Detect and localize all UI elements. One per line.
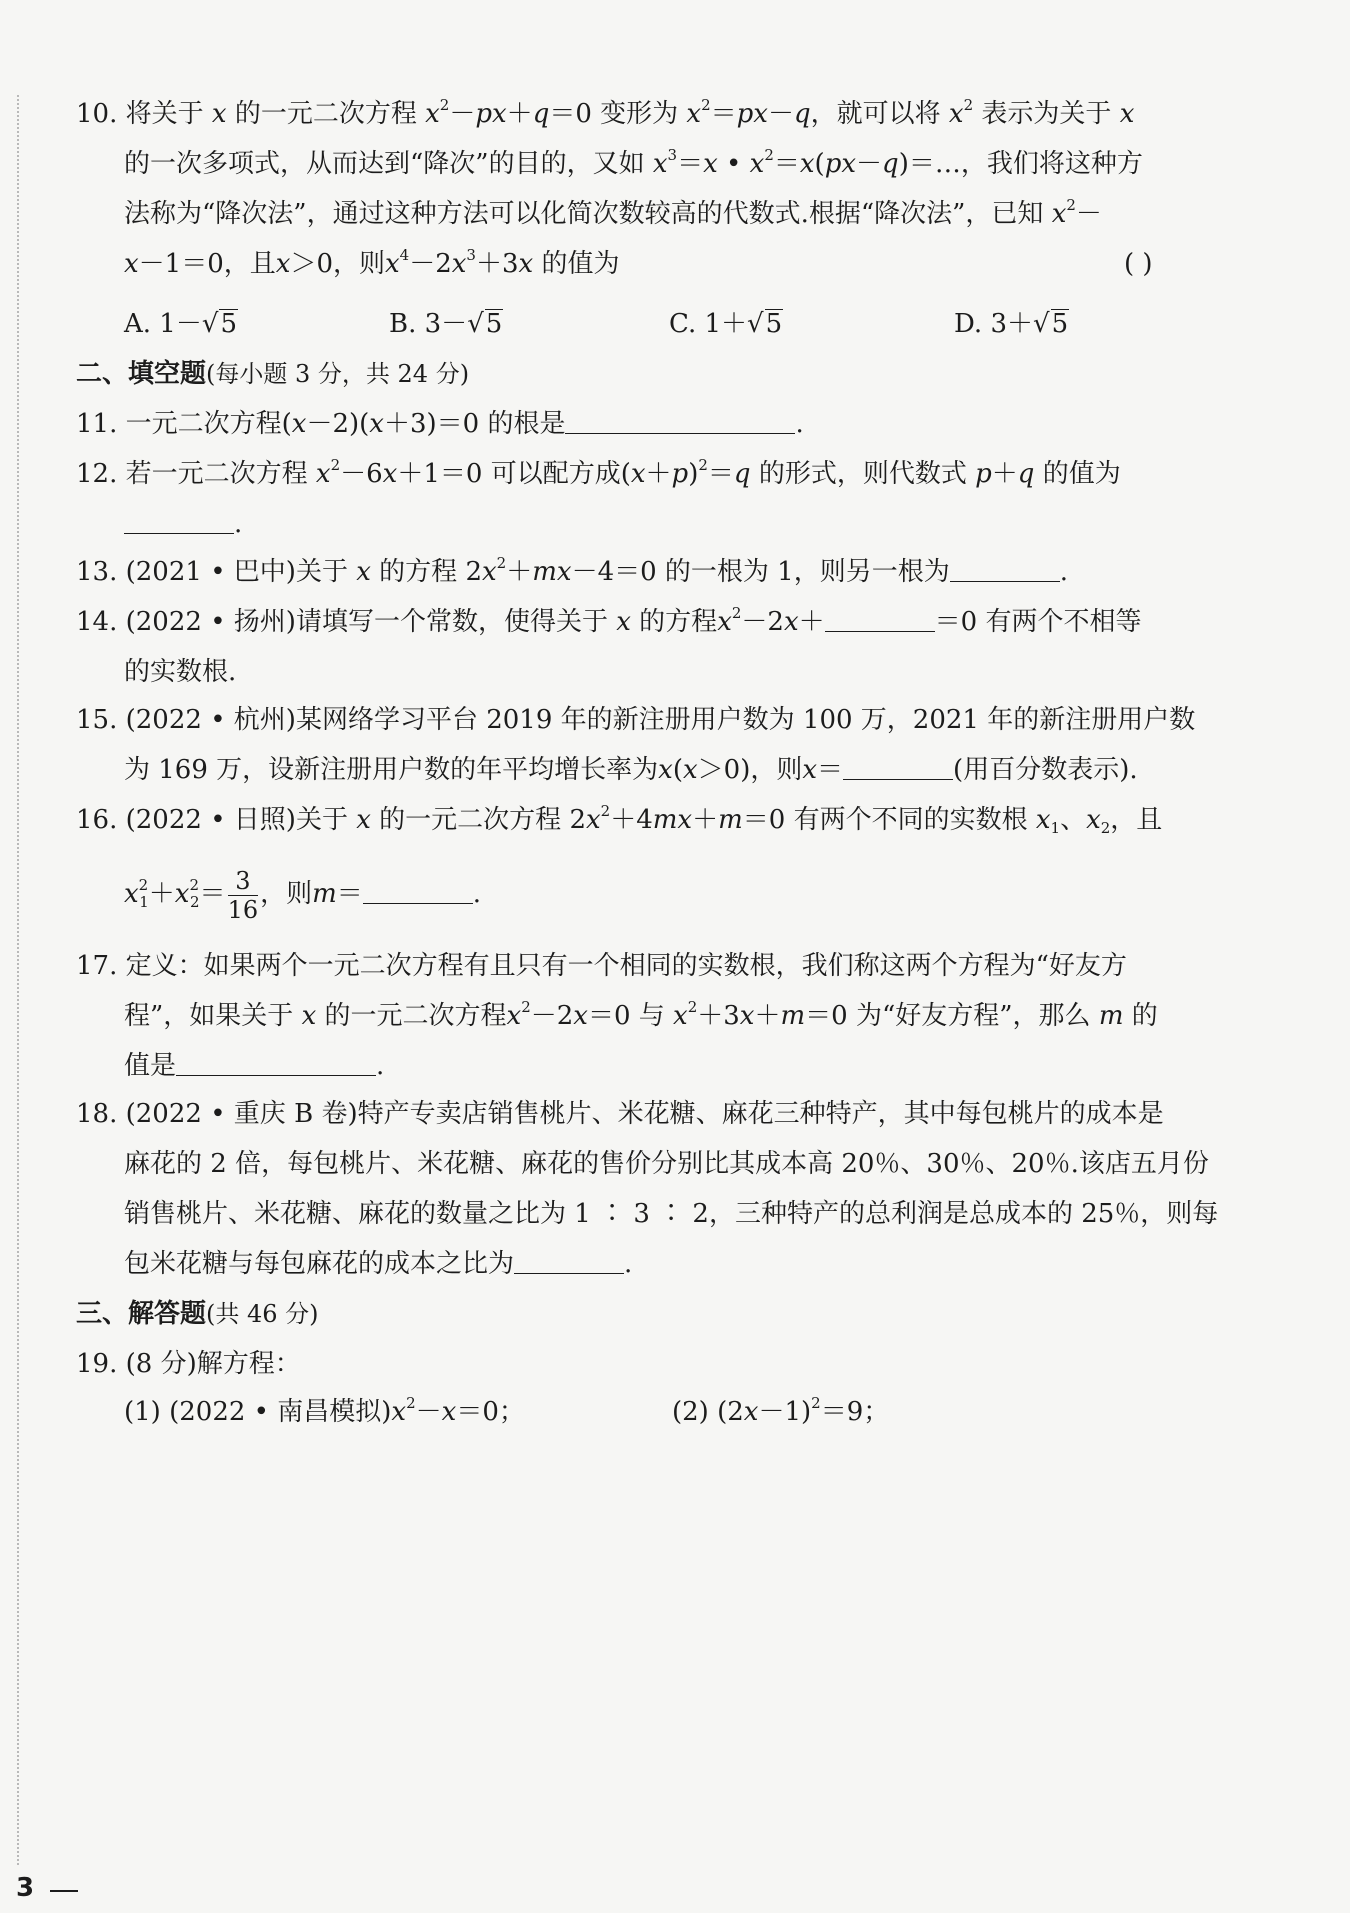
q19-part-1: (1) (2022 • 南昌模拟)$x^2-x=0$； [124, 1394, 525, 1427]
answer-blank[interactable] [843, 753, 953, 780]
fraction-3-16: $\frac{3}{16}$ [227, 866, 259, 924]
answer-bracket: ( ) [1124, 249, 1153, 279]
answer-blank[interactable] [176, 1049, 376, 1076]
section-2-heading: 二、填空题(每小题 3 分，共 24 分) [76, 359, 470, 389]
q19-parts [124, 1394, 1124, 1430]
q18-line-1: 18. (2022 • 重庆 B 卷)特产专卖店销售桃片、米花糖、麻花三种特产，其中每包桃片的成本是 [76, 1099, 1164, 1129]
q19: 19. (8 分)解方程： [76, 1349, 301, 1379]
q18-line-4: 包米花糖与每包麻花的成本之比为 . [124, 1249, 633, 1279]
option-c: C. 1＋√5 [669, 309, 783, 339]
option-d: D. 3＋√5 [954, 309, 1069, 339]
page-number: 3 [16, 1873, 35, 1903]
q16-line-1: 16. (2022 • 日照)关于 x 的一元二次方程 $2x^2+4mx+m=0$ 有两个不同的实数根 $x_1$、$x_2$，且 [76, 802, 1163, 837]
answer-blank[interactable] [124, 507, 234, 534]
q10-line-1: 10. 将关于 x 的一元二次方程 $x^2-px+q=0$ 变形为 $x^2=px-q$，就可以将 $x^2$ 表示为关于 x [76, 96, 1135, 129]
q15-line-2: 为 169 万，设新注册用户数的年平均增长率为x(x＞0)，则x＝ (用百分数表示). [124, 755, 1138, 785]
q10-line-4: x－1＝0，且x＞0，则$x^4-2x^3+3x$ 的值为 ( ) [124, 246, 1244, 282]
q14-line-1: 14. (2022 • 扬州)请填写一个常数，使得关于 x 的方程$x^2-2x+ =0$ 有两个不相等 [76, 604, 1142, 637]
option-a: A. 1－√5 [124, 309, 237, 339]
answer-blank[interactable] [825, 605, 935, 632]
q12-line-2: . [124, 506, 242, 542]
q13: 13. (2021 • 巴中)关于 x 的方程 $2x^2+mx-4=0$ 的一根为 1，则另一根为 . [76, 554, 1068, 587]
answer-blank[interactable] [950, 555, 1060, 582]
page-number-rule [50, 1890, 78, 1892]
q10-line-3: 法称为“降次法”，通过这种方法可以化简次数较高的代数式.根据“降次法”，已知 $x^2-$ [124, 196, 1102, 229]
q18-line-3: 销售桃片、米花糖、麻花的数量之比为 1 ∶ 3 ∶ 2，三种特产的总利润是总成本的 25％，则每 [124, 1199, 1219, 1229]
q16-line-2: $x^2_1+x^2_2=$ $\frac{3}{16}$ ，则m＝ . [124, 866, 482, 924]
q14-line-2: 的实数根. [124, 657, 237, 687]
q17-line-1: 17. 定义：如果两个一元二次方程有且只有一个相同的实数根，我们称这两个方程为“好友方 [76, 951, 1127, 981]
q11: 11. 一元二次方程(x－2)(x＋3)＝0 的根是 . [76, 409, 804, 439]
q10-line-2: 的一次多项式，从而达到“降次”的目的，又如 $x^3=x$ • $x^2=x(px-q)=\dots$，我们将这种方 [124, 146, 1143, 179]
option-b: B. 3－√5 [389, 309, 503, 339]
q12-line-1: 12. 若一元二次方程 $x^2-6x+1=0$ 可以配方成$(x+p)^2=q$ 的形式，则代数式 p＋q 的值为 [76, 456, 1121, 489]
answer-blank[interactable] [514, 1247, 624, 1274]
binding-margin-line [17, 95, 19, 1865]
q15-line-1: 15. (2022 • 杭州)某网络学习平台 2019 年的新注册用户数为 100 万，2021 年的新注册用户数 [76, 705, 1196, 735]
section-3-heading: 三、解答题(共 46 分) [76, 1299, 319, 1329]
answer-blank[interactable] [565, 407, 795, 434]
q17-line-3: 值是 . [124, 1051, 385, 1081]
q18-line-2: 麻花的 2 倍，每包桃片、米花糖、麻花的售价分别比其成本高 20％、30％、20％.该店五月份 [124, 1149, 1209, 1179]
q17-line-2: 程”，如果关于 x 的一元二次方程$x^2-2x=0$ 与 $x^2+3x+m=0$ 为“好友方程”，那么 m 的 [124, 998, 1158, 1031]
q19-part-2: (2) $(2x-1)^2=9$； [672, 1394, 890, 1427]
answer-blank[interactable] [363, 877, 473, 904]
q10-options [124, 306, 1224, 342]
